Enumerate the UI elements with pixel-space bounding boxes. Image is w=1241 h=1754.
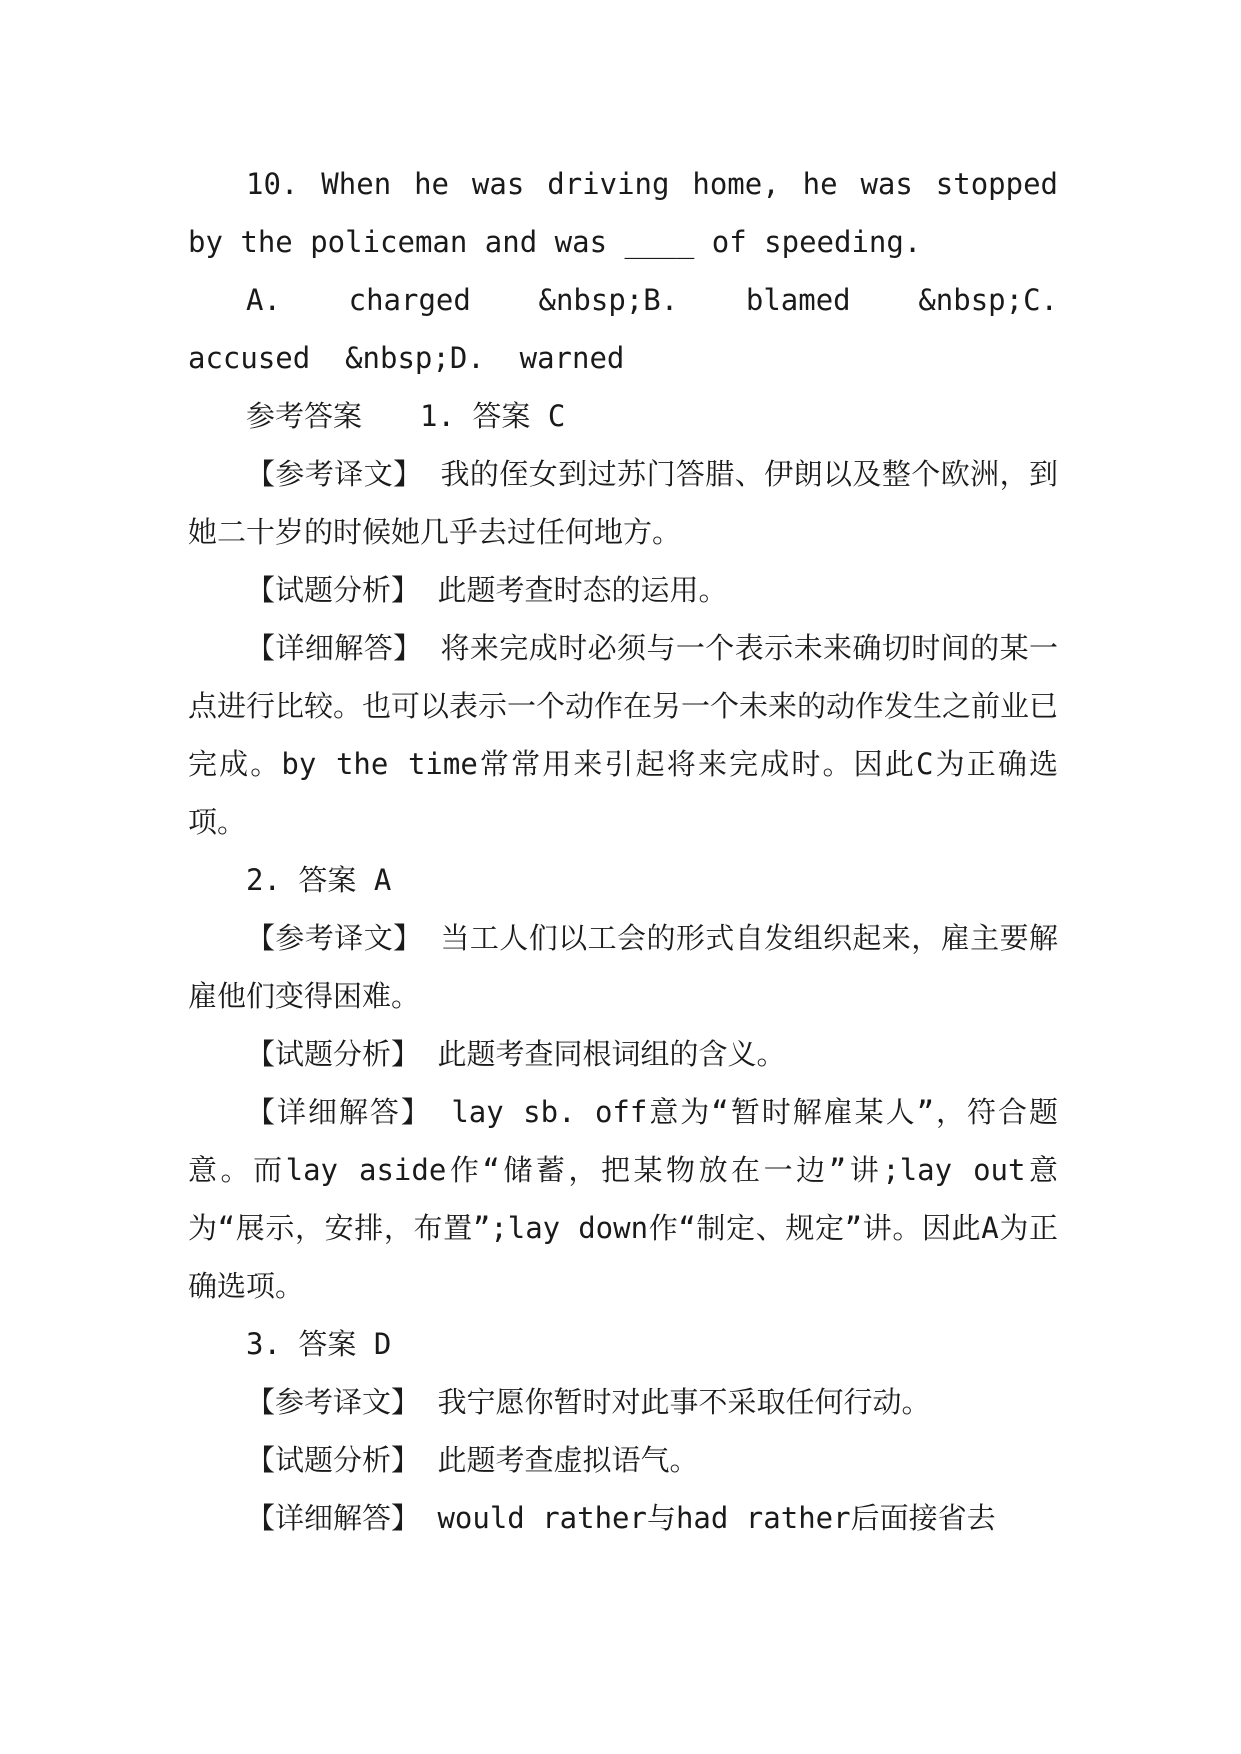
answers-heading-line: [188, 387, 1058, 445]
answer-1-detail: 【详细解答】 将来完成时必须与一个表示未来确切时间的某一点进行比较。也可以表示一个动作在另一个未来的动作发生之前业已完成。by the time常常用来引起将来完成时。因此C为正确选项。: [188, 631, 1059, 839]
answer-3-translation: 【参考译文】 我宁愿你暂时对此事不采取任何行动。: [246, 1385, 931, 1419]
answer-3-detail: 【详细解答】 would rather与had rather后面接省去: [246, 1501, 996, 1535]
answers-heading: 参考答案: [246, 399, 363, 433]
question-10-options: A. charged &nbsp;B. blamed &nbsp;C. accused &nbsp;D. warned: [188, 283, 1058, 375]
answer-1-label: 1. 答案 C: [420, 399, 566, 433]
document-page: [188, 155, 1058, 1547]
answer-2-translation: 【参考译文】 当工人们以工会的形式自发组织起来，雇主要解雇他们变得困难。: [188, 921, 1058, 1013]
answer-3-analysis: 【试题分析】 此题考查虚拟语气。: [246, 1443, 699, 1477]
answer-2-analysis: 【试题分析】 此题考查同根词组的含义。: [246, 1037, 786, 1071]
answer-2-detail: 【详细解答】 lay sb. off意为“暂时解雇某人”，符合题意。而lay aside作“储蓄，把某物放在一边”讲;lay out意为“展示，安排，布置”;lay down作“制定、规定”讲。因此A为正确选项。: [188, 1095, 1058, 1303]
question-10-stem: 10. When he was driving home, he was stopped by the policeman and was ____ of speeding.: [188, 167, 1058, 259]
answer-1-analysis: 【试题分析】 此题考查时态的运用。: [246, 573, 728, 607]
answer-2-label: 2. 答案 A: [246, 863, 392, 897]
answer-3-label: 3. 答案 D: [246, 1327, 392, 1361]
answer-1-translation: 【参考译文】 我的侄女到过苏门答腊、伊朗以及整个欧洲，到她二十岁的时候她几乎去过任何地方。: [188, 457, 1058, 549]
